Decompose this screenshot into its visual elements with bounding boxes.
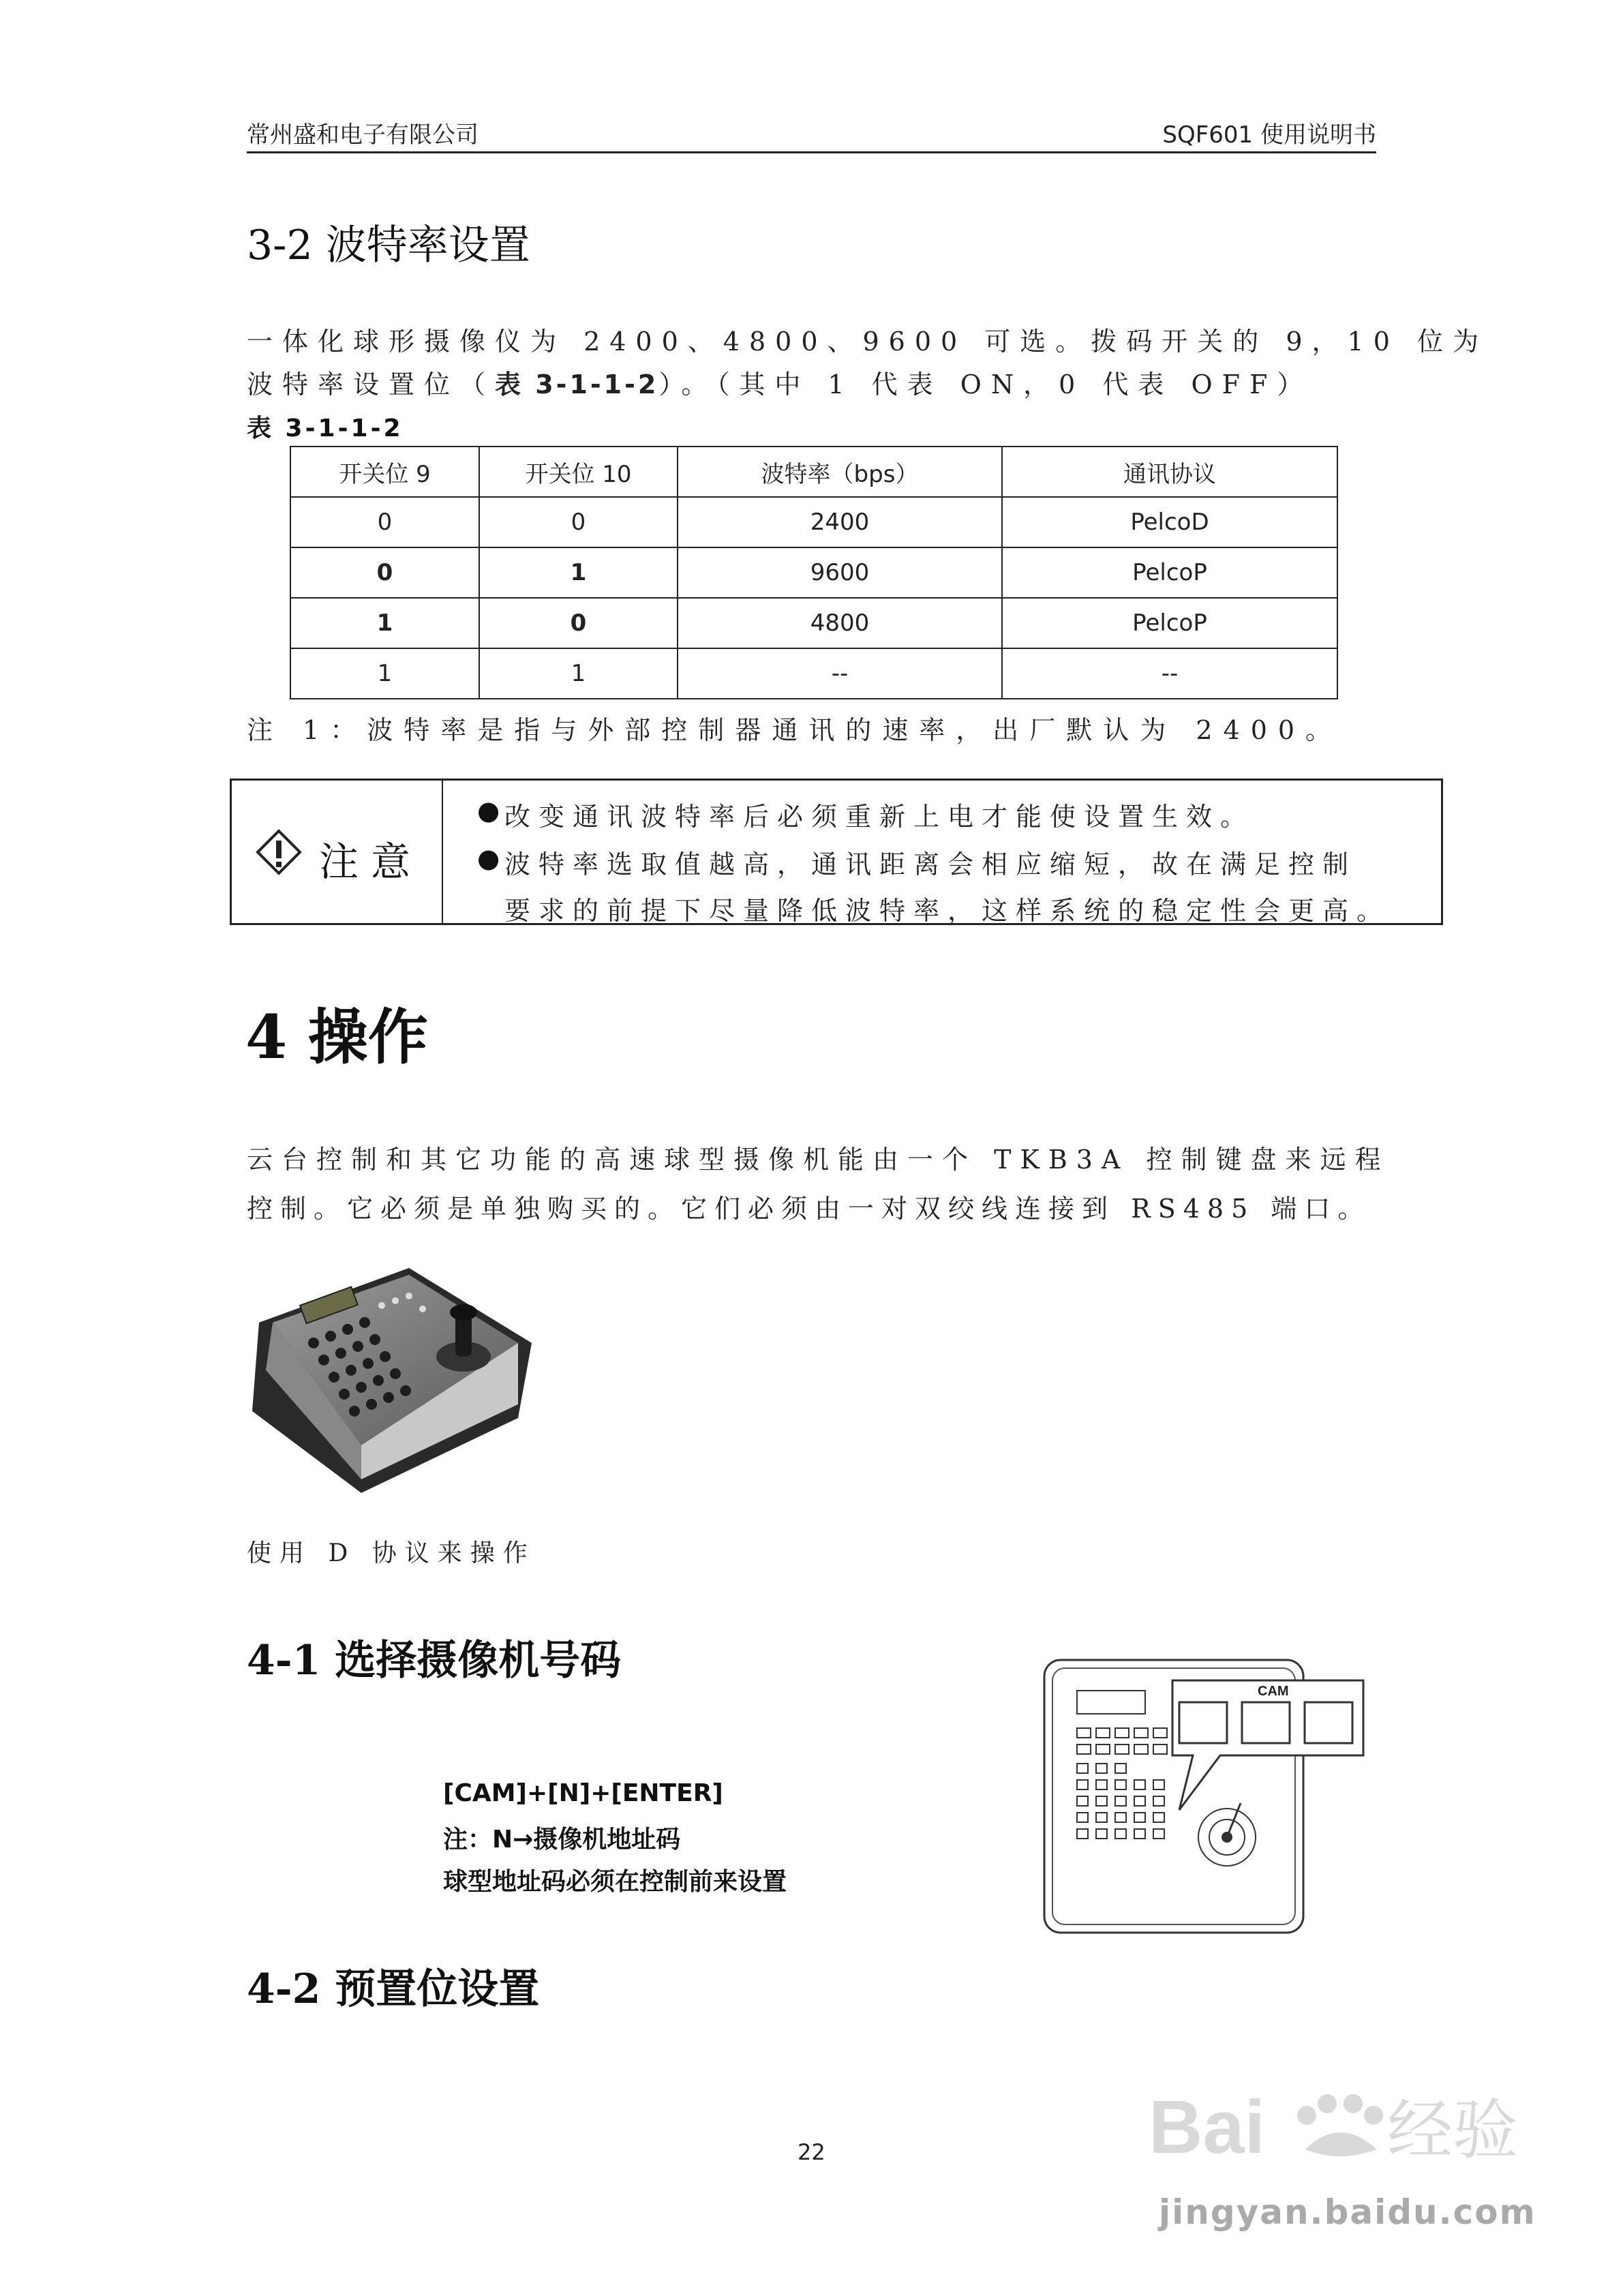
watermark-url: jingyan.baidu.com	[1159, 2192, 1536, 2232]
photo-caption: 使用 D 协议来操作	[247, 1539, 536, 1567]
header-company: 常州盛和电子有限公司	[247, 121, 479, 149]
section-3-2-para-line2: 波特率设置位（表 3-1-1-2）。（其中 1 代表 ON，0 代表 OFF）	[247, 369, 1313, 399]
header-manual-title: SQF601 使用说明书	[1162, 121, 1376, 149]
section-4-para-line2: 控制。它必须是单独购买的。它们必须由一对双绞线连接到 RS485 端口。	[247, 1194, 1371, 1224]
bullet-dot: ●	[477, 843, 500, 873]
controller-diagram	[1043, 1653, 1370, 1946]
section-4-para-line1: 云台控制和其它功能的高速球型摄像机能由一个 TKB3A 控制键盘来远程	[247, 1145, 1390, 1175]
table-caption: 表 3-1-1-2	[247, 414, 404, 442]
col-header-baud: 波特率（bps）	[678, 447, 1002, 497]
table-cell: --	[1002, 648, 1337, 699]
table-cell: 0	[479, 598, 678, 648]
baud-rate-table	[290, 446, 1338, 699]
table-cell: 1	[479, 547, 678, 598]
camera-select-note-2: 球型地址码必须在控制前来设置	[443, 1868, 787, 1896]
camera-select-note: 注：N→摄像机地址码	[443, 1826, 681, 1854]
baud-rate-note: 注 1：波特率是指与外部控制器通讯的速率，出厂默认为 2400。	[247, 715, 1343, 745]
section-4-title: 4 操作	[245, 1001, 428, 1072]
col-header-switch9: 开关位 9	[290, 447, 479, 497]
section-3-2-para-line1: 一体化球形摄像仪为 2400、4800、9600 可选。拨码开关的 9，10 位为	[247, 327, 1488, 357]
table-cell: PelcoD	[1002, 497, 1337, 547]
table-cell: --	[678, 648, 1002, 699]
svg-text:Bai: Bai	[1149, 2085, 1266, 2169]
table-row	[290, 547, 1337, 598]
camera-select-command: [CAM]+[N]+[ENTER]	[443, 1779, 723, 1807]
table-header-row	[290, 447, 1337, 497]
table-cell: 9600	[678, 547, 1002, 598]
svg-text:经验: 经验	[1387, 2092, 1518, 2169]
col-header-switch10: 开关位 10	[479, 447, 678, 497]
header-rule	[247, 151, 1376, 153]
keyboard-photo	[245, 1241, 541, 1502]
table-cell: PelcoP	[1002, 547, 1337, 598]
table-row	[290, 648, 1337, 699]
bullet-dot: ●	[477, 796, 500, 826]
table-cell: PelcoP	[1002, 598, 1337, 648]
table-row	[290, 497, 1337, 547]
table-row	[290, 598, 1337, 648]
table-cell: 1	[290, 598, 479, 648]
caution-bullet-1: 改变通讯波特率后必须重新上电才能使设置生效。	[504, 802, 1255, 832]
table-cell: 0	[479, 497, 678, 547]
diagram-cam-label: CAM	[1258, 1684, 1289, 1699]
table-cell: 4800	[678, 598, 1002, 648]
table-cell: 1	[290, 648, 479, 699]
caution-bullet-2-line1: 波特率选取值越高，通讯距离会相应缩短，故在满足控制	[504, 849, 1357, 879]
caution-bullet-2-line2: 要求的前提下尽量降低波特率，这样系统的稳定性会更高。	[504, 896, 1391, 926]
page-number: 22	[798, 2139, 825, 2165]
col-header-protocol: 通讯协议	[1002, 447, 1337, 497]
caution-title: 注意	[319, 839, 423, 885]
table-cell: 1	[479, 648, 678, 699]
section-4-1-title: 4-1 选择摄像机号码	[247, 1637, 622, 1685]
section-3-2-title: 3-2 波特率设置	[247, 222, 530, 269]
section-4-2-title: 4-2 预置位设置	[247, 1965, 540, 2013]
warning-diamond-icon	[255, 828, 303, 876]
table-reference: 表 3-1-1-2	[495, 369, 659, 399]
caution-box	[230, 779, 1443, 925]
table-cell: 2400	[678, 497, 1002, 547]
caution-label-cell	[232, 781, 443, 923]
table-cell: 0	[290, 497, 479, 547]
table-cell: 0	[290, 547, 479, 598]
